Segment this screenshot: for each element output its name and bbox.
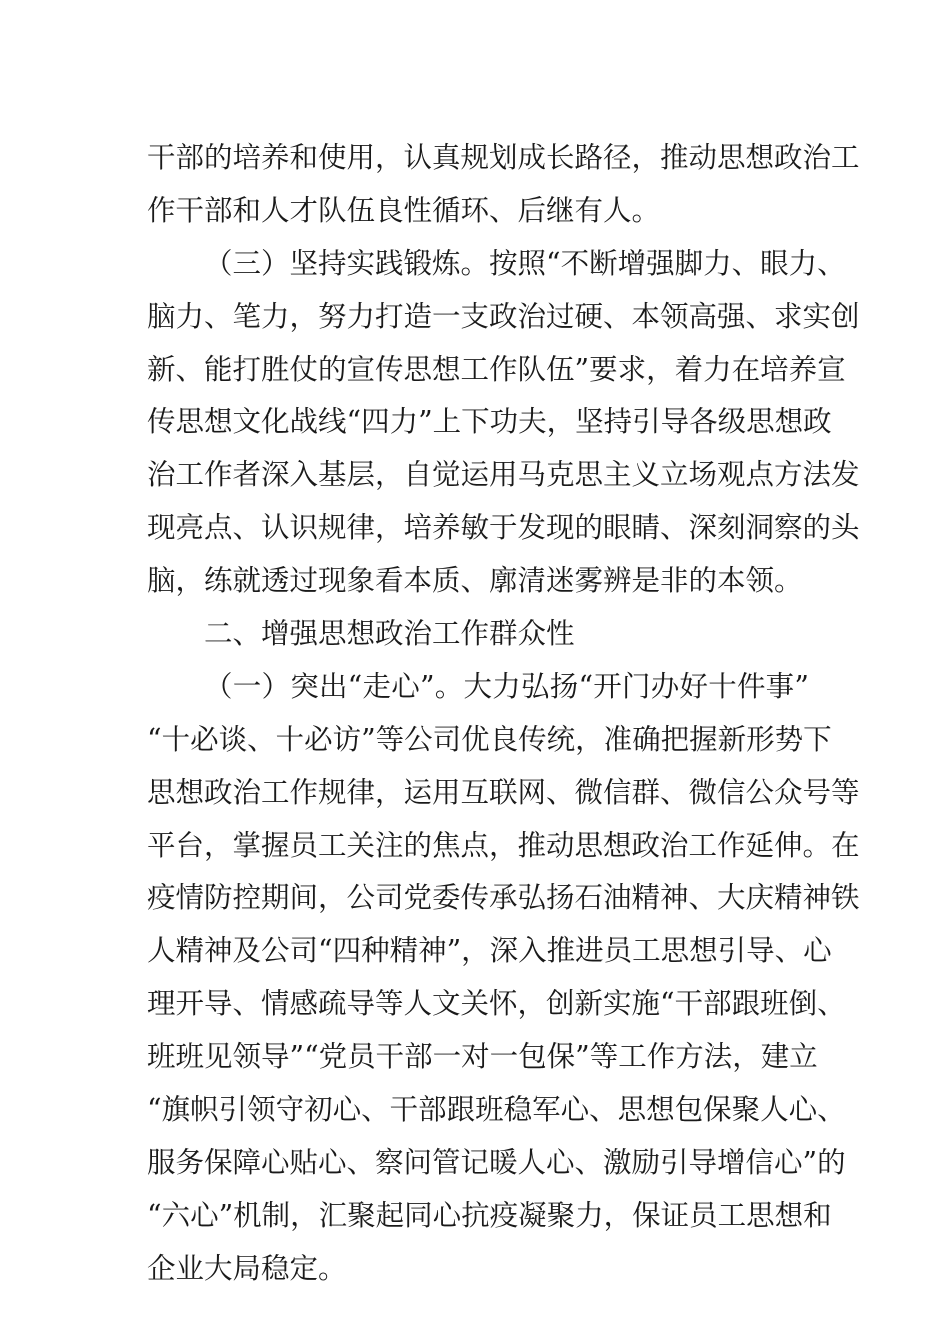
text-line: “十必谈、十必访”等公司优良传统，准确把握新形势下: [147, 722, 832, 756]
text-line: 脑，练就透过现象看本质、廓清迷雾辨是非的本领。: [147, 564, 803, 598]
text-line: 脑力、笔力，努力打造一支政治过硬、本领高强、求实创: [147, 299, 860, 333]
section-heading-line: （三）坚持实践锻炼。按照“不断增强脚力、眼力、: [204, 246, 846, 280]
text-line: 服务保障心贴心、察问管记暖人心、激励引导增信心”的: [147, 1145, 846, 1179]
text-line: 平台，掌握员工关注的焦点，推动思想政治工作延伸。在: [147, 828, 860, 862]
text-line: 理开导、情感疏导等人文关怀，创新实施“干部跟班倒、: [147, 987, 846, 1021]
document-body: [147, 132, 860, 1296]
text-line: “旗帜引领守初心、干部跟班稳军心、思想包保聚人心、: [147, 1093, 846, 1127]
text-line: “六心”机制，汇聚起同心抗疫凝聚力，保证员工思想和: [147, 1198, 832, 1232]
section-heading-line: （一）突出“走心”。大力弘扬“开门办好十件事”: [204, 669, 809, 703]
text-line: 班班见领导”“党员干部一对一包保”等工作方法，建立: [147, 1040, 818, 1074]
text-line: 思想政治工作规律，运用互联网、微信群、微信公众号等: [147, 775, 860, 809]
text-line: 干部的培养和使用，认真规划成长路径，推动思想政治工: [147, 141, 860, 174]
text-line: 作干部和人才队伍良性循环、后继有人。: [147, 193, 661, 227]
text-line: 人精神及公司“四种精神”，深入推进员工思想引导、心: [147, 934, 832, 968]
chapter-heading: 二、增强思想政治工作群众性: [204, 617, 575, 651]
text-line: 新、能打胜仗的宣传思想工作队伍”要求，着力在培养宣: [147, 352, 846, 386]
text-line: 企业大局稳定。: [147, 1251, 347, 1285]
text-line: 传思想文化战线“四力”上下功夫，坚持引导各级思想政: [147, 405, 832, 439]
text-line: 现亮点、认识规律，培养敏于发现的眼睛、深刻洞察的头: [147, 511, 860, 545]
text-line: 治工作者深入基层，自觉运用马克思主义立场观点方法发: [147, 458, 860, 492]
text-line: 疫情防控期间，公司党委传承弘扬石油精神、大庆精神铁: [147, 881, 860, 915]
